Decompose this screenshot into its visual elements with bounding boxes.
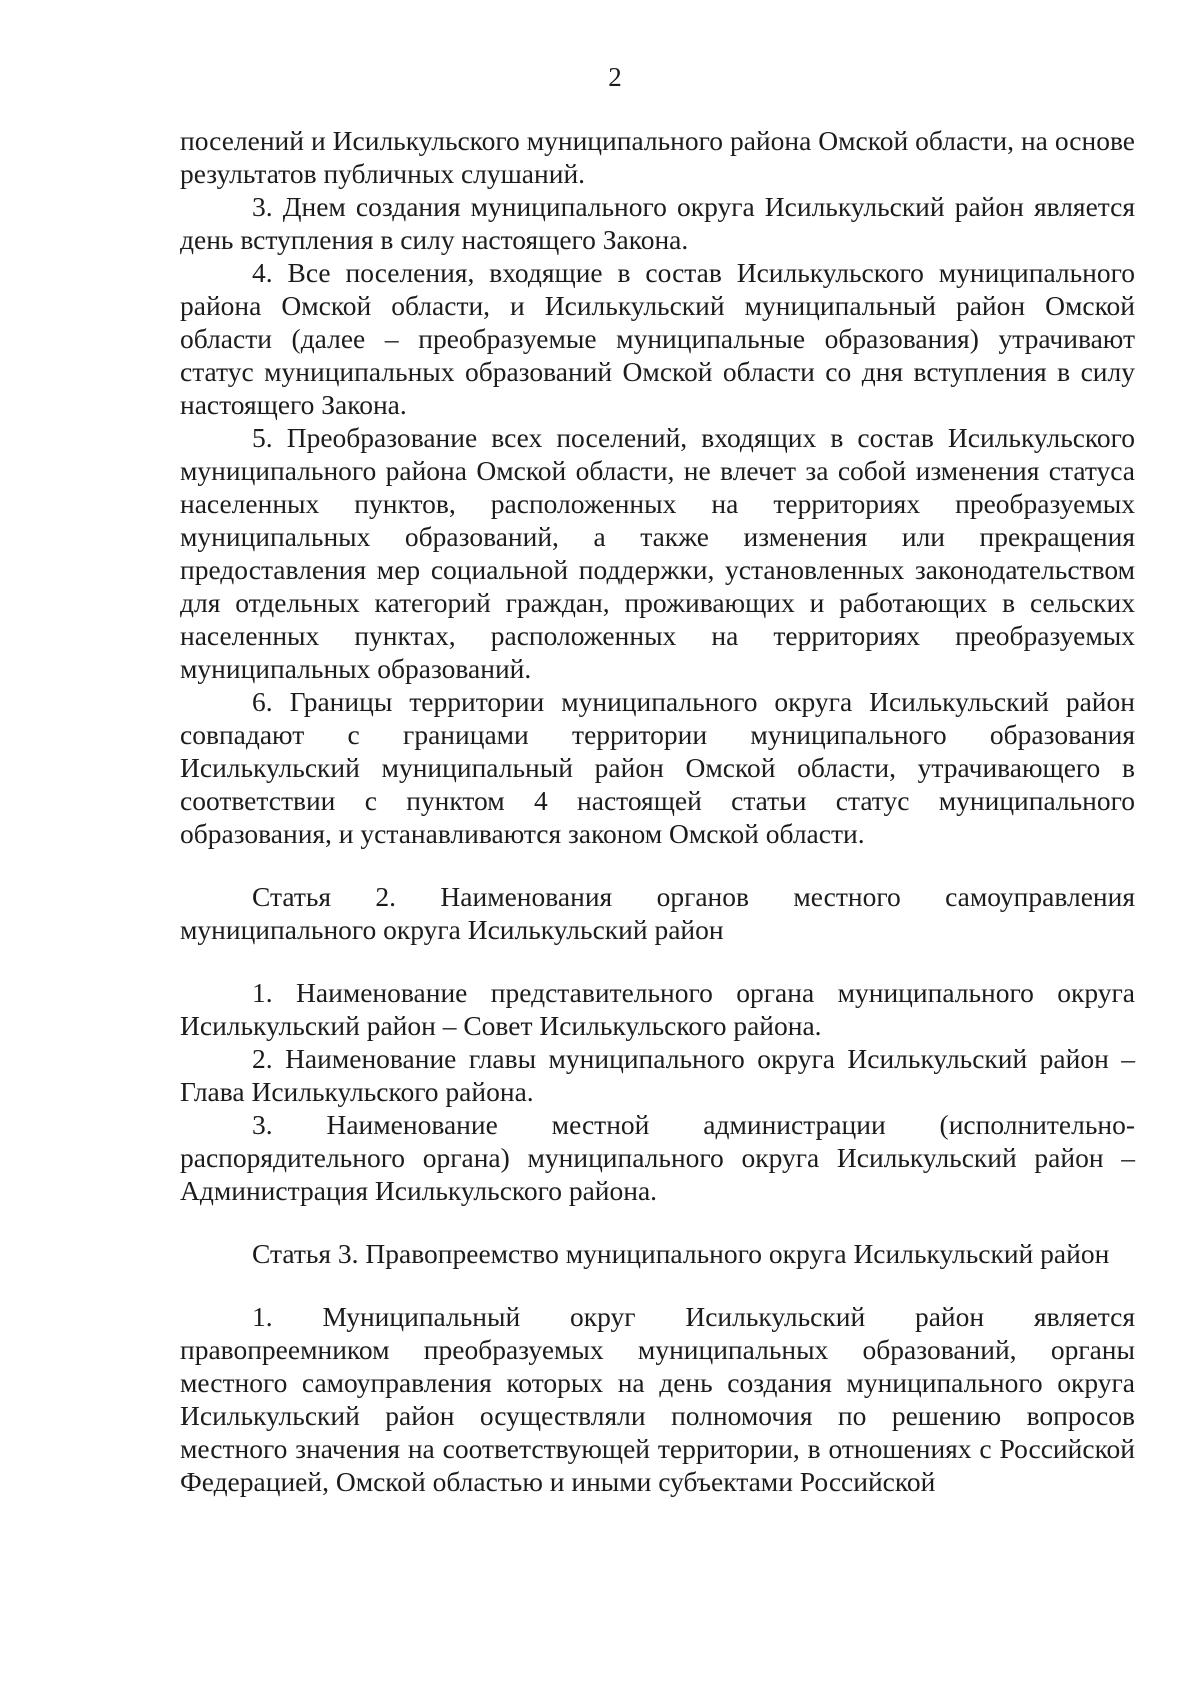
paragraph-article2-item-3: 3. Наименование местной администрации (исполнительно-распорядительного органа) муниципального округа Исилькульский район – Администрация Исилькульского района. xyxy=(180,1109,1135,1206)
paragraph-item-4: 4. Все поселения, входящие в состав Исилькульского муниципального района Омской области, и Исилькульский муниципальный район Омской области (далее – преобразуемые муниципальные образования) утрачивают статус муниципальных образований Омской области со дня вступления в силу настоящего Закона. xyxy=(180,257,1135,420)
page-number: 2 xyxy=(608,62,622,92)
paragraph-article2-item-2: 2. Наименование главы муниципального округа Исилькульский район – Глава Исилькульского района. xyxy=(180,1043,1135,1107)
paragraph-article2-item-1: 1. Наименование представительного органа муниципального округа Исилькульский район – Совет Исилькульского района. xyxy=(180,977,1135,1041)
paragraph-item-6: 6. Границы территории муниципального округа Исилькульский район совпадают с границами территории муниципального образования Исилькульский муниципальный район Омской области, утрачивающего в соответствии с пунктом 4 настоящей статьи статус муниципального образования, и устанавливаются законом Омской области. xyxy=(180,686,1135,849)
paragraph-item-5: 5. Преобразование всех поселений, входящих в состав Исилькульского муниципального района Омской области, не влечет за собой изменения статуса населенных пунктов, расположенных на территориях преобразуемых муниципальных образований, а также изменения или прекращения предоставления мер социальной поддержки, установленных законодательством для отдельных категорий граждан, проживающих и работающих в сельских населенных пунктах, расположенных на территориях преобразуемых муниципальных образований. xyxy=(180,422,1135,684)
paragraph-article3-item-1: 1. Муниципальный округ Исилькульский район является правопреемником преобразуемых муниципальных образований, органы местного самоуправления которых на день создания муниципального округа Исилькульский район осуществляли полномочия по решению вопросов местного значения на соответствующей территории, в отношениях с Российской Федерацией, Омской областью и иными субъектами Российской xyxy=(180,1301,1135,1497)
document-body xyxy=(180,124,1135,1498)
article-3-heading: Статья 3. Правопреемство муниципального округа Исилькульский район xyxy=(252,1238,1110,1269)
article-2-heading: Статья 2. Наименования органов местного самоуправления муниципального округа Исилькульский район xyxy=(180,881,1135,945)
paragraph-continuation: поселений и Исилькульского муниципального района Омской области, на основе результатов публичных слушаний. xyxy=(180,125,1135,189)
paragraph-item-3: 3. Днем создания муниципального округа Исилькульский район является день вступления в силу настоящего Закона. xyxy=(180,191,1135,255)
